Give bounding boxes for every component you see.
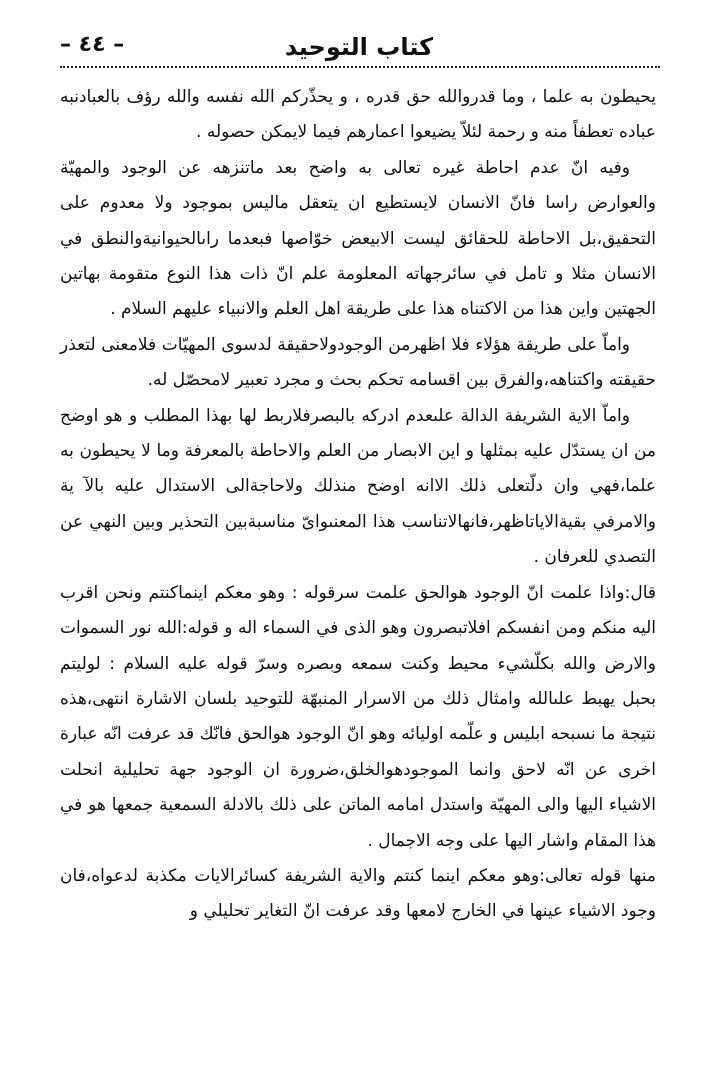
- paragraph: واماّ الاية الشريفة الدالة علىعدم ادركه بالبصرفلاربط لها بهذا المطلب و هو اوضح من ان يستدّل عليه بمثلها و اين الابصار من العلم والاحاطة بالمعرفة وما لا يحيطون به علما،فهي وان دلّتعلى ذلك الاانه اوضح منذلك ولاحاجةالى الاستدال عليه بالآ ية والامرفي بقيةالاياتاظهر،فانهالاتناسب هذا المعنىواىّ مناسبةبين التحذير وبين النهي عن التصدي للعرفان .: [60, 405, 656, 568]
- paragraph: يحيطون به علما ، وما قدروالله حق قدره ، و يحذّركم الله نفسه والله رؤف بالعبادنبه عباده تعطفاً منه و رحمة لئلاّ يضيعوا اعمارهم فيما لايمكن حصوله .: [60, 87, 656, 143]
- paragraph: وفيه انّ عدم احاطة غيره تعالى به واضح بعد ماتنزهه عن الوجود والمهيّة والعوارض راسا فانّ الانسان لايستطيع ان يتعقل ماليس بموجود ولا معدوم على التحقيق،بل الاحاطة للحقائق ليست الابيعض خوّاصها فبعدما راىالحيوانيةوالنطق في الانسان مثلا و تامل في سائرجهاته المعلومة علم انّ ذات هذا النوع متقومة بهاتين الجهتين واين هذا من الاكتناه هذا على طريقة اهل العلم والانبياء عليهم السلام .: [60, 157, 656, 320]
- paragraph: قال:واذا علمت انّ الوجود هوالحق علمت سرقوله : وهو معكم اينماكنتم ونحن اقرب اليه منكم ومن انفسكم افلاتبصرون وهو الذى في السماء اله و قوله:الله نور السموات والارض والله بكلّشيء محيط وكنت سمعه وبصره وسرّ قوله عليه السلام : لوليتم بحبل يهبط علىالله وامثال ذلك من الاسرار المنبهّة للتوحيد بلسان الاشارة انتهى،هذه نتيجة ما نسبحه ابليس و علّمه اوليائه وهو انّ الوجود هوالحق فانّك قد عرفت انّه عبارة اخرى عن انّه لاحق وانما الموجودهوالخلق،ضرورة ان الوجود جهة تحليلية انحلت الاشياء اليها والى المهيّة واستدل امامه الماتن على ذلك بالادلة السمعية جمعها هو في هذا المقام واشار اليها على وجه الاجمال .: [60, 582, 656, 851]
- page-number: – ٤٤ –: [60, 32, 125, 57]
- paragraph: منها قوله تعالى:وهو معكم اينما كنتم والاية الشريفة كسائرالايات مكذبة لدعواه،فان وجود الاشياء عينها في الخارج لامعها وقد عرفت انّ التغاير تحليلي و: [60, 865, 656, 922]
- paragraph: واماّ على طريقة هؤلاء فلا اظهرمن الوجودولاحقيقة لدسوى المهيّات فلامعنى لتعذر حقيقته واكتناهه،والفرق بين اقسامه تحكم بحث و مجرد تعبير لامحصّل له.: [60, 334, 656, 391]
- header-divider: [60, 66, 660, 68]
- book-title: كتاب التوحيد: [284, 33, 434, 61]
- page-header: [60, 22, 658, 62]
- body-text: [60, 80, 656, 930]
